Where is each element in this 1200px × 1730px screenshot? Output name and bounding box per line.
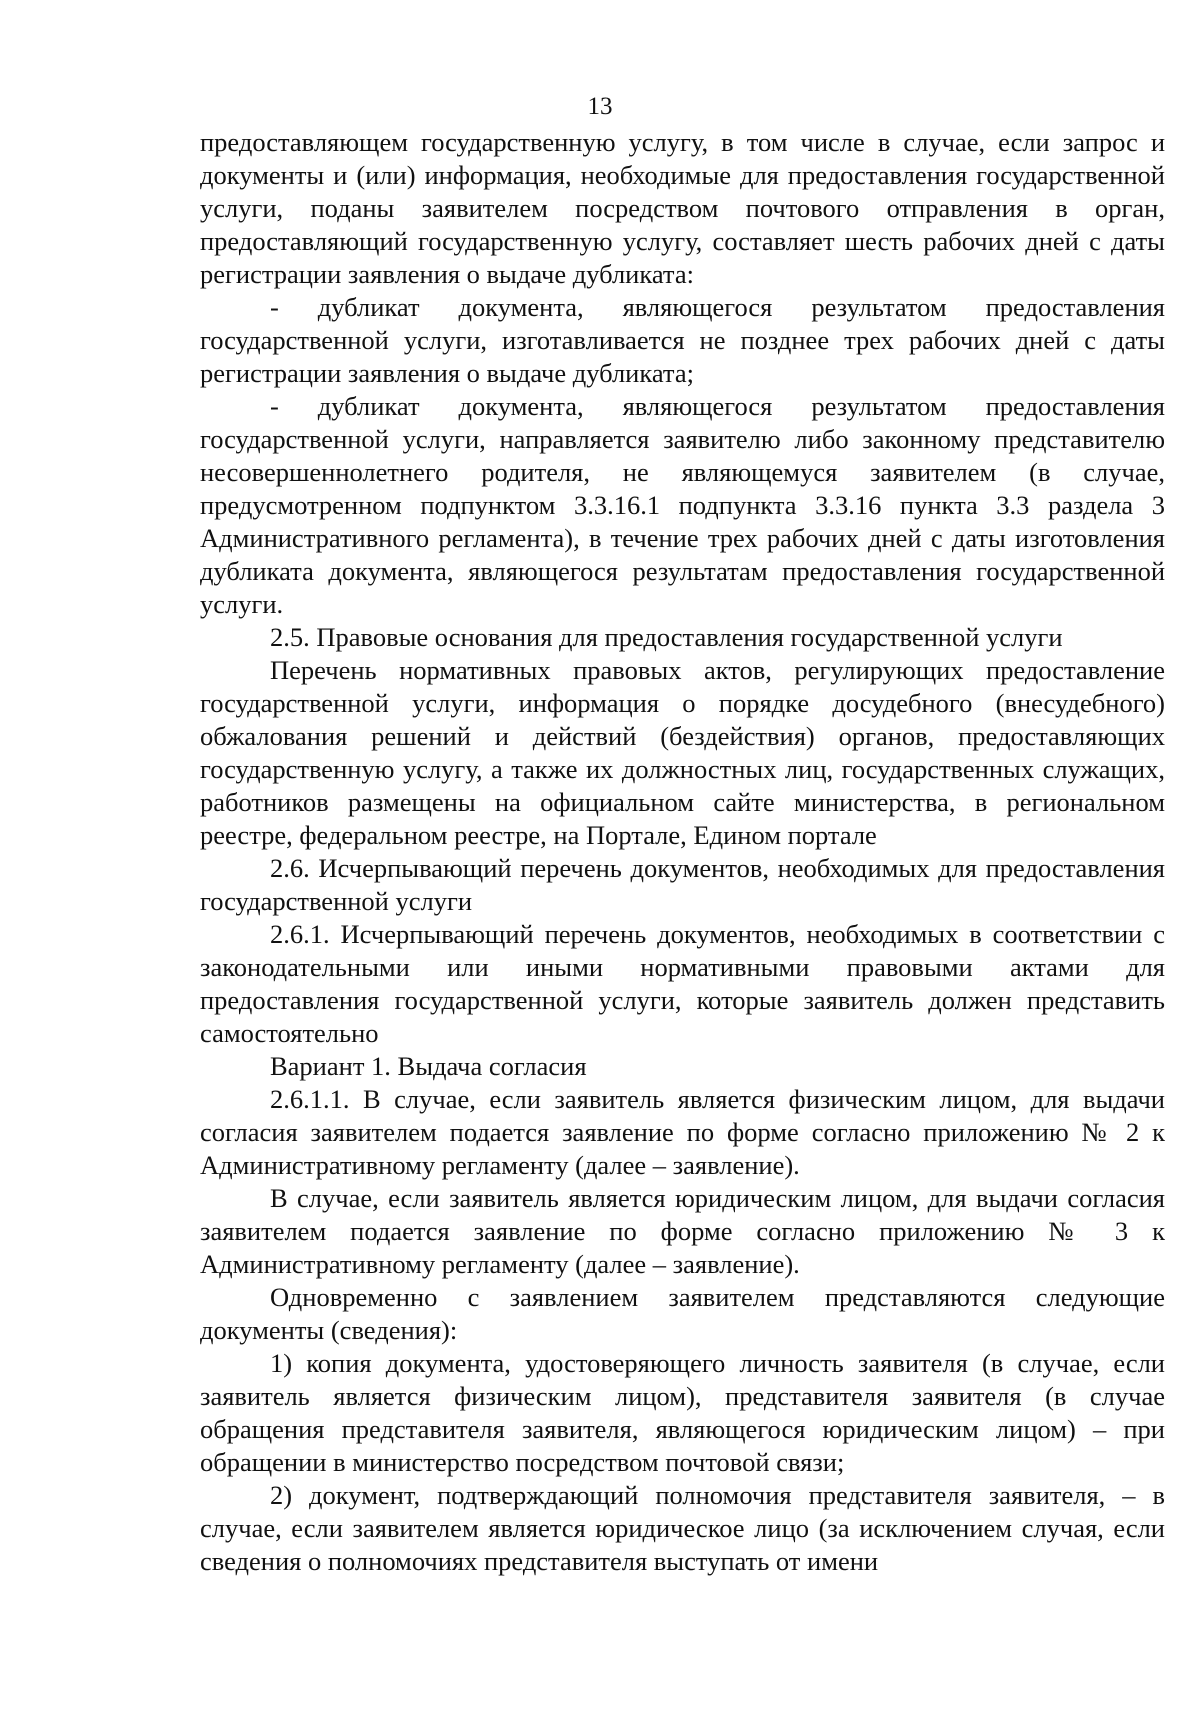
paragraph-duplicate-production: - дубликат документа, являющегося результатом предоставления государственной услуги, изготавливается не позднее трех рабочих дней с даты регистрации заявления о выдаче дубликата; — [200, 292, 1165, 388]
list-item-2: 2) документ, подтверждающий полномочия представителя заявителя, – в случае, если заявителем является юридическое лицо (за исключением случая, если сведения о полномочиях представителя выступать от имени — [200, 1480, 1165, 1576]
paragraph-legal-entity: В случае, если заявитель является юридическим лицом, для выдачи согласия заявителем подается заявление по форме согласно приложению № 3 к Административному регламенту (далее – заявление). — [200, 1183, 1165, 1279]
paragraph-duplicate-delivery: - дубликат документа, являющегося результатом предоставления государственной услуги, направляется заявителю либо законному представителю несовершеннолетнего родителя, не являющемуся заявителем (в случае, предусмотренном подпунктом 3.3.16.1 подпункта 3.3.16 пункта 3.3 раздела 3 Административного регламента), в течение трех рабочих дней с даты изготовления дубликата документа, являющегося результатам предоставления государственной услуги. — [200, 391, 1165, 619]
paragraph-2-6-1-1: 2.6.1.1. В случае, если заявитель является физическим лицом, для выдачи согласия заявителем подается заявление по форме согласно приложению № 2 к Административному регламенту (далее – заявление). — [200, 1084, 1165, 1180]
paragraph-documents-intro: Одновременно с заявлением заявителем представляются следующие документы (сведения): — [200, 1282, 1165, 1345]
paragraph-legal-acts: Перечень нормативных правовых актов, регулирующих предоставление государственной услуги, информация о порядке досудебного (внесудебного) обжалования решений и действий (бездействия) органов, предоставляющих государственную услугу, а также их должностных лиц, государственных служащих, работников размещены на официальном сайте министерства, в региональном реестре, федеральном реестре, на Портале, Едином портале — [200, 655, 1165, 850]
section-heading-2-5: 2.5. Правовые основания для предоставления государственной услуги — [270, 622, 1063, 652]
section-heading-2-6-1: 2.6.1. Исчерпывающий перечень документов, необходимых в соответствии с законодательными или иными нормативными правовыми актами для предоставления государственной услуги, которые заявитель должен представить самостоятельно — [200, 919, 1165, 1048]
page-number: 13 — [587, 93, 613, 120]
section-heading-2-6: 2.6. Исчерпывающий перечень документов, необходимых для предоставления государственной услуги — [200, 853, 1165, 916]
variant-heading: Вариант 1. Выдача согласия — [270, 1051, 587, 1081]
list-item-1: 1) копия документа, удостоверяющего личность заявителя (в случае, если заявитель является физическим лицом), представителя заявителя (в случае обращения представителя заявителя, являющегося юридическим лицом) – при обращении в министерство посредством почтовой связи; — [200, 1348, 1165, 1477]
paragraph-continuation: предоставляющем государственную услугу, в том числе в случае, если запрос и документы и (или) информация, необходимые для предоставления государственной услуги, поданы заявителем посредством почтового отправления в орган, предоставляющий государственную услугу, составляет шесть рабочих дней с даты регистрации заявления о выдаче дубликата: — [200, 127, 1165, 289]
document-body — [200, 126, 1165, 1578]
